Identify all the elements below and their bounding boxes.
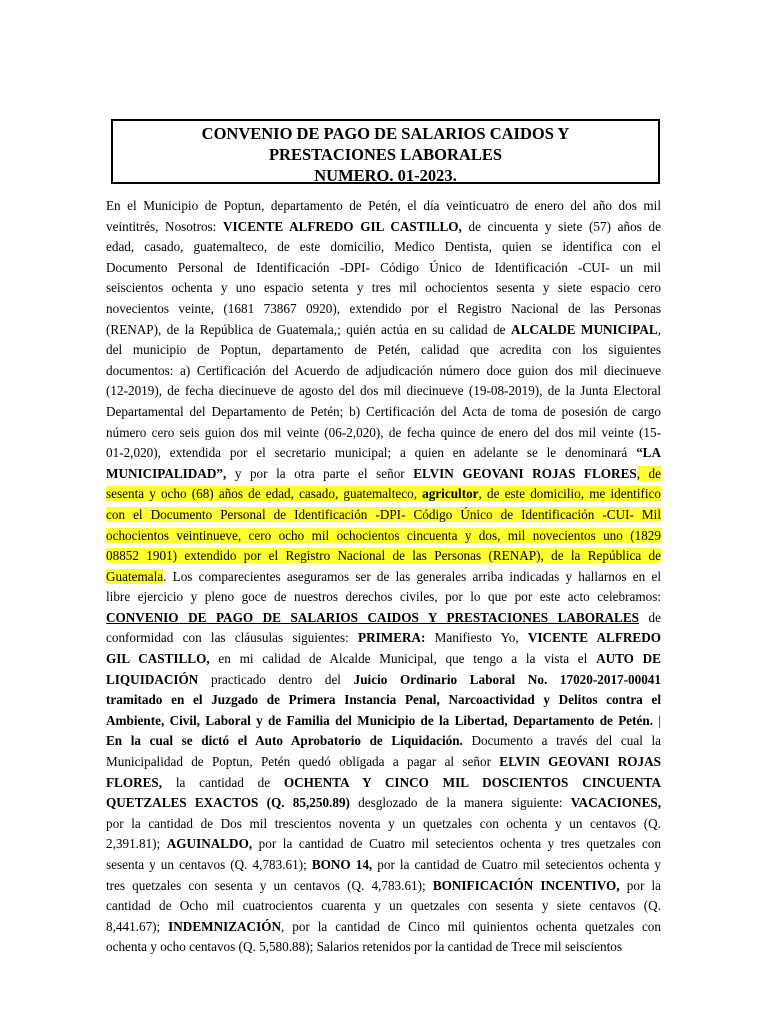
title-line-2: PRESTACIONES LABORALES — [268, 145, 503, 164]
text-line — [106, 402, 661, 423]
text-line — [106, 773, 661, 794]
bold-text: ELVIN GEOVANI ROJAS FLORES — [413, 465, 637, 481]
bold-text: FLORES, — [106, 774, 163, 790]
highlighted-text: ochocientos veintinueve, cero ocho mil ochocientos cincuenta y dos, mil novecientos uno (1829 — [106, 527, 661, 543]
text-line — [106, 340, 661, 361]
text-line — [106, 217, 661, 238]
text-span: En el Municipio de Poptun, departamento de Petén, el día veinticuatro de enero del año dos mil — [106, 198, 661, 213]
text-line — [106, 526, 661, 547]
text-span: | — [653, 712, 661, 728]
text-span: por la cantidad de Cuatro mil setecientos ochenta y — [372, 857, 661, 872]
bold-text: ALCALDE MUNICIPAL — [511, 321, 658, 337]
bold-text: VICENTE ALFREDO — [527, 630, 661, 646]
text-span: ochenta y ocho centavos (Q. 5,580.88); Salarios retenidos por la cantidad de Trece mil seiscientos — [106, 939, 623, 955]
text-span: por la — [619, 877, 661, 893]
text-span: del municipio de Poptun, departamento de Petén, calidad que acredita con los siguientes — [106, 342, 661, 358]
text-line — [106, 505, 661, 526]
bold-text: BONO 14, — [311, 857, 373, 872]
text-line — [106, 834, 661, 855]
text-span: sesenta y un centavos (Q. 4,783.61); — [106, 857, 312, 872]
highlighted-text: , de — [636, 465, 661, 481]
text-line — [106, 546, 661, 567]
text-span: la cantidad de — [162, 774, 284, 790]
bold-text: MUNICIPALIDAD”, — [106, 465, 227, 481]
text-line — [106, 299, 661, 320]
text-span: edad, casado, guatemalteco, de este domicilio, Medico Dentista, quien se identifica con el — [106, 239, 661, 255]
text-line — [106, 855, 661, 876]
text-line — [106, 381, 661, 402]
text-span: por la cantidad de Cuatro mil setecientos ochenta y tres quetzales con — [252, 836, 661, 852]
text-span: Departamental del Departamento de Petén; b) Certificación del Acta de toma de posesión de cargo — [106, 403, 661, 419]
text-line — [106, 567, 661, 588]
text-span: Documento a través del cual la — [462, 733, 661, 749]
text-span: 8,441.67); — [106, 918, 169, 934]
bold-text: OCHENTA Y CINCO MIL DOSCIENTOS CINCUENTA — [283, 774, 661, 790]
text-span: cantidad de Ocho mil cuatrocientos cuarenta y un quetzales con sesenta y siete centavos (Q. — [106, 898, 661, 914]
text-span: tres quetzales con sesenta y un centavos (Q. 4,783.61); — [106, 877, 433, 893]
text-line — [106, 649, 661, 670]
bold-text: En la cual se dictó el Auto Aprobatorio de Liquidación. — [106, 733, 463, 749]
bold-text: LIQUIDACIÓN — [106, 671, 199, 687]
bold-text: CONVENIO DE PAGO DE SALARIOS CAIDOS Y PRESTACIONES LABORALES — [106, 609, 639, 625]
text-span: y por la otra parte el señor — [226, 465, 414, 481]
text-span: de cincuenta y siete (57) años de — [461, 218, 661, 234]
text-line — [106, 793, 661, 814]
title-box — [111, 119, 660, 184]
highlighted-text: agricultor — [422, 486, 479, 502]
highlighted-text: 08852 1901) extendido por el Registro Nacional de las Personas (RENAP), de la República de — [106, 548, 661, 564]
bold-text: QUETZALES EXACTOS (Q. 85,250.89) — [106, 795, 350, 811]
text-span: Manifiesto Yo, — [425, 630, 528, 646]
text-line — [106, 896, 661, 917]
text-line — [106, 670, 661, 691]
text-span: de — [638, 609, 661, 625]
text-span: . Los comparecientes aseguramos ser de las generales arriba indicadas y hallarnos en el — [163, 568, 661, 584]
text-span: , por la cantidad de Cinco mil quinientos ochenta quetzales con — [281, 918, 661, 934]
bold-text: BONIFICACIÓN INCENTIVO, — [432, 877, 620, 893]
bold-text: AUTO DE — [596, 651, 661, 667]
title-line-3: NUMERO. 01-2023. — [314, 166, 457, 185]
text-line — [106, 937, 661, 958]
bold-text: VICENTE ALFREDO GIL CASTILLO, — [223, 218, 462, 234]
highlighted-text: sesenta y ocho (68) años de edad, casado, guatemalteco, — [106, 486, 423, 502]
bold-text: VACACIONES, — [570, 795, 661, 811]
text-span: , — [657, 321, 661, 337]
text-span: 01-2,020), extendida por el secretario municipal; a quien en adelante se le denominará — [106, 445, 637, 461]
highlighted-text: , de este domicilio, me identifico — [478, 486, 661, 502]
text-line — [106, 320, 661, 341]
text-span: veintitrés, Nosotros: — [106, 218, 224, 234]
text-line — [106, 711, 661, 732]
bold-text: tramitado en el Juzgado de Primera Instancia Penal, Narcoactividad y Delitos contra el — [106, 692, 661, 708]
text-line — [106, 690, 661, 711]
bold-text: PRIMERA: — [358, 630, 426, 646]
bold-text: GIL CASTILLO, — [106, 651, 210, 667]
text-line — [106, 731, 661, 752]
document-body — [106, 196, 661, 958]
text-span: Documento Personal de Identificación -DPI- Código Único de Identificación -CUI- un mil — [106, 259, 661, 275]
text-span: desglozado de la manera siguiente: — [349, 795, 571, 811]
text-span: conformidad con las cláusulas siguientes: — [106, 630, 359, 646]
text-span: número cero seis guion dos mil veinte (06-2,020), de fecha quince de enero del dos mil veinte (15- — [106, 424, 661, 440]
bold-text: INDEMNIZACIÓN — [168, 918, 281, 934]
text-line — [106, 814, 661, 835]
text-line — [106, 443, 661, 464]
text-line — [106, 917, 661, 938]
text-line — [106, 608, 661, 629]
highlighted-text: Guatemala — [106, 568, 164, 584]
text-span: (RENAP), de la República de Guatemala,; quién actúa en su calidad de — [106, 321, 512, 337]
bold-text: AGUINALDO, — [166, 836, 253, 852]
text-span: seiscientos ochenta y uno espacio setenta y tres mil ochocientos sesenta y siete espacio cero — [106, 280, 661, 296]
text-span: documentos: a) Certificación del Acuerdo de adjudicación número doce guion dos mil diecinueve — [106, 362, 661, 378]
text-line — [106, 423, 661, 444]
text-line — [106, 876, 661, 897]
bold-text: Ambiente, Civil, Laboral y de Familia del Municipio de la Libertad, Departamento de Petén. — [106, 712, 654, 728]
text-span: por la cantidad de Dos mil trescientos noventa y un quetzales con ochenta y un centavos (Q. — [106, 815, 661, 831]
text-line — [106, 196, 661, 217]
text-line — [106, 484, 661, 505]
bold-text: Juicio Ordinario Laboral No. 17020-2017-00041 — [353, 671, 661, 687]
text-span: novecientos veinte, (1681 73867 0920), extendido por el Registro Nacional de las Personas — [106, 300, 661, 316]
text-line — [106, 361, 661, 382]
text-line — [106, 237, 661, 258]
text-line — [106, 258, 661, 279]
title-line-1: CONVENIO DE PAGO DE SALARIOS CAIDOS Y — [201, 124, 570, 143]
text-line — [106, 464, 661, 485]
text-line — [106, 587, 661, 608]
text-span: en mi calidad de Alcalde Municipal, que tengo a la vista el — [209, 651, 597, 667]
text-span: 2,391.81); — [106, 836, 167, 852]
text-span: practicado dentro del — [198, 671, 354, 687]
bold-text: “LA — [636, 445, 661, 461]
highlighted-text: con el Documento Personal de Identificación -DPI- Código Único de Identificación -CUI- Mil — [106, 506, 661, 522]
text-line — [106, 752, 661, 773]
text-line — [106, 278, 661, 299]
text-span: libre ejercicio y pleno goce de nuestros derechos civiles, por lo que por este acto celebramos: — [106, 589, 661, 605]
text-line — [106, 628, 661, 649]
text-span: Municipalidad de Poptun, Petén quedó obligada a pagar al señor — [106, 754, 500, 770]
text-span: (12-2019), de fecha diecinueve de agosto del dos mil diecinueve (19-08-2019), de la Junta Electoral — [106, 383, 661, 399]
bold-text: ELVIN GEOVANI ROJAS — [499, 754, 661, 770]
